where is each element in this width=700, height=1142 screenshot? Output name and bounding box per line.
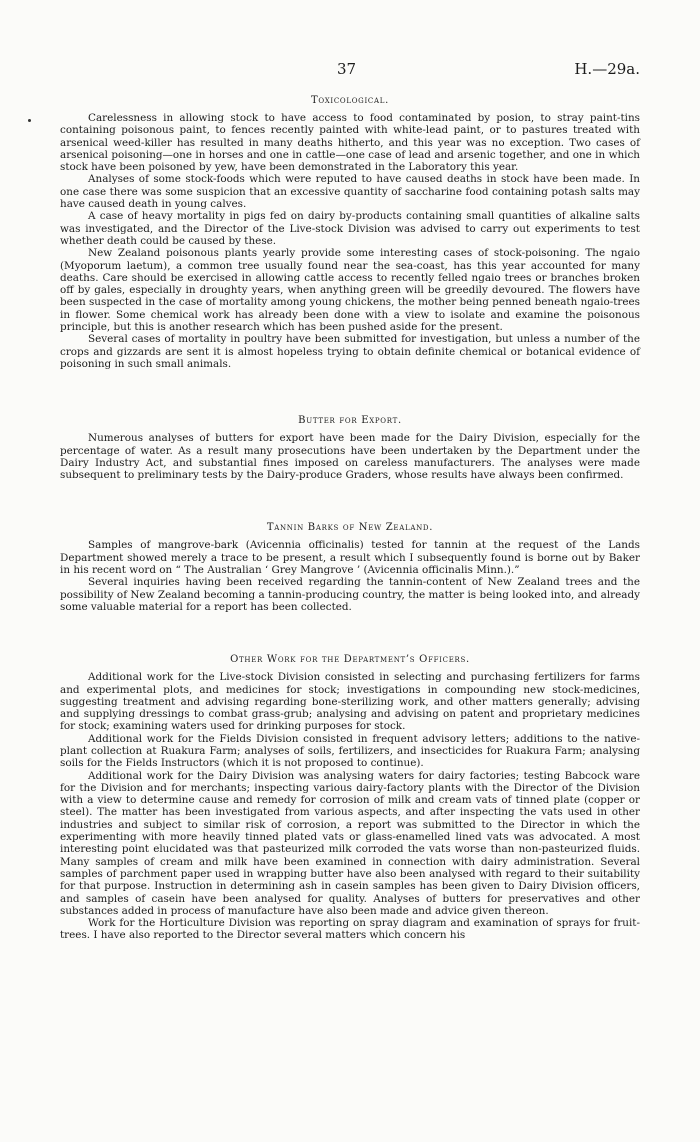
paragraph: Additional work for the Dairy Division was analysing waters for dairy factories; testing Babcock ware for the Division and for merchants; inspecting various dairy-factory plants with the Director of the Division with a view to determine cause and remedy for corrosion of milk and cream vats of tinned plate (copper or steel). The matter has been investigated from various aspects, and after inspecting the vats used in other industries and subject to similar risk of corrosion, a report was submitted to the Director in which the experimenting with more heavily tinned plated vats or glass-enamelled lined vats was advocated. A most interesting point elucidated was that pasteurized milk corroded the vats worse than non-pasteurized fluids. Many samples of cream and milk have been examined in connection with dairy administration. Several samples of parchment paper used in wrapping butter have also been analysed with regard to their suitability for that purpose. Instruction in determining ash in casein samples has been given to Dairy Division officers, and samples of casein have been analysed for quality. Analyses of butters for preservatives and other substances added in process of manufacture have also been made and advice given thereon. [60, 769, 640, 917]
section-heading: Toxicological. [311, 95, 389, 106]
section-heading: Tannin Barks of New Zealand. [266, 522, 434, 534]
section-butter-for-export [60, 414, 640, 481]
section-toxicological [60, 94, 640, 370]
paragraph: Several cases of mortality in poultry have been submitted for investigation, but unless a number of the crops and gizzards are sent it is almost hopeless trying to obtain definite chemical or botanical evidence of poisoning in such small animals. [60, 333, 640, 370]
paragraph: Additional work for the Fields Division consisted in frequent advisory letters; additions to the native-plant collection at Ruakura Farm; analyses of soils, fertilizers, and insecticides for Ruakura Farm; analysing soils for the Fields Instructors (which it is not proposed to continue). [60, 732, 640, 770]
page-body [60, 94, 640, 942]
paragraph: Additional work for the Live-stock Division consisted in selecting and purchasing fertilizers for farms and experimental plots, and medicines for stock; investigations in compounding new stock-medicines, suggesting treatment and advising regarding bone-sterilizing work, and other matters generally; advising and supplying dressings to combat grass-grub; analysing and advising on patent and proprietary medicines for stock; examining waters used for drinking purposes for stock. [60, 671, 640, 733]
margin-dot [28, 119, 31, 122]
section-heading: Other Work for the Department’s Officers. [230, 654, 470, 666]
paragraph: Samples of mangrove-bark (Avicennia officinalis) tested for tannin at the request of the Lands Department showed merely a trace to be present, a result which I subsequently found is borne out by Baker in his recent word on “ The Australian ‘ Grey Mangrove ’ (Avicennia officinalis Minn.).” [60, 539, 640, 577]
paragraph: New Zealand poisonous plants yearly provide some interesting cases of stock-poisoning. The ngaio (Myoporum laetum), a common tree usually found near the sea-coast, has this year accounted for many deaths. Care should be exercised in allowing cattle access to recently felled ngaio trees or branches broken off by gales, especially in droughty years, when anything green will be greedily devoured. The flowers have been suspected in the case of mortality among young chickens, the mother being penned beneath ngaio-trees in flower. Some chemical work has already been done with a view to isolate and examine the poisonous principle, but this is another research which has been pushed aside for the present. [60, 247, 640, 334]
page-header [60, 60, 640, 80]
page-number: 37 [337, 60, 357, 78]
paragraph: Numerous analyses of butters for export have been made for the Dairy Division, especially for the percentage of water. As a result many prosecutions have been undertaken by the Department under the Dairy Industry Act, and substantial fines imposed on careless manufacturers. The analyses were made subsequent to preliminary tests by the Dairy-produce Graders, whose results have always been confirmed. [60, 432, 640, 482]
section-other-work [60, 653, 640, 942]
paragraph: A case of heavy mortality in pigs fed on dairy by-products containing small quantities of alkaline salts was investigated, and the Director of the Live-stock Division was advised to carry out experiments to test whether death could be caused by these. [60, 210, 640, 247]
section-heading: Butter for Export. [298, 415, 402, 427]
paper-reference: H.—29a. [574, 60, 640, 78]
paragraph: Several inquiries having been received regarding the tannin-content of New Zealand trees and the possibility of New Zealand becoming a tannin-producing country, the matter is being looked into, and already some valuable material for a report has been collected. [60, 576, 640, 613]
paragraph: Analyses of some stock-foods which were reputed to have caused deaths in stock have been made. In one case there was some suspicion that an excessive quantity of saccharine food containing potash salts may have caused death in young calves. [60, 173, 640, 211]
paragraph: Work for the Horticulture Division was reporting on spray diagram and examination of sprays for fruit-trees. I have also reported to the Director several matters which concern his [60, 917, 640, 942]
section-tannin-barks [60, 521, 640, 613]
paragraph: Carelessness in allowing stock to have access to food contaminated by posion, to stray paint-tins containing poisonous paint, to fences recently painted with white-lead paint, or to pastures treated with arsenical weed-killer has resulted in many deaths hitherto, and this year was no exception. Two cases of arsenical poisoning—one in horses and one in cattle—one case of lead and arsenic together, and one in which stock have been poisoned by yew, have been demonstrated in the Laboratory this year. [60, 112, 640, 174]
